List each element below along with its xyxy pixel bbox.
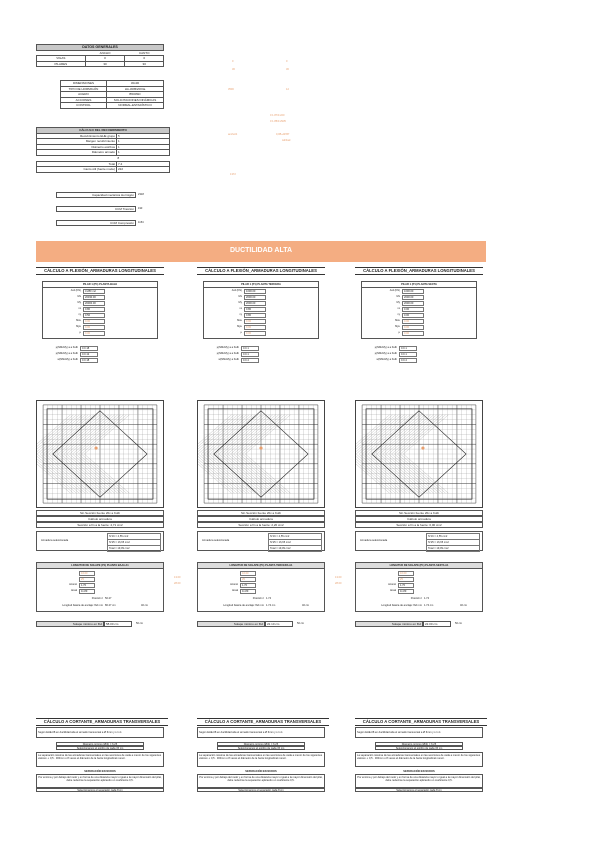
dim-label: TIPO DE HORMIGÓN [61,86,107,92]
cortante-title: CÁLCULO A CORTANTE_ARMADURAS TRANSVERSALES [355,718,487,726]
result-key: µ(NMxMy) a a Kulb [374,352,397,355]
param-row [362,301,478,306]
param-row [204,313,320,318]
cortante-intro: Según EHE-08 en ductilidad alta el armado transversal a Ø 6mm y s 1 /s [355,727,483,738]
sec-area: Sin Sección fuente 20x a Kulb [197,510,325,516]
arm-value: Total = 19,09 cm2 [107,545,161,552]
param-value: 0.00 [83,319,105,324]
param-key: vx [397,307,400,310]
param-value: 1000.00 [244,289,266,294]
long-value: 1.70 [398,583,414,588]
datos-generales-title: DATOS GENERALES [37,45,164,51]
longitud-box [197,562,325,612]
cap-label: Capacidad mecánica Hormigón [56,192,136,198]
plan-title: PILAR 1 (P1) PLANTA SEXTA [362,282,476,288]
long-title: LONGITUD DE SOLAPE (P1) PLANTA TERCERA A1 [198,563,324,569]
param-row [204,295,320,300]
long-calc-value: 1.74 cm [424,604,434,607]
sep-body: Por encima y por debajo del nudo y en forma de una distancia mayor o igual a la mayor dimensión del pilar, debe reducirse la separación aplicando un coeficiente 0,5. [197,774,325,788]
sep-title: SEPARACIÓN EN NUDOS [84,770,116,773]
rec-label: Canto útil (fuerte mode) [37,167,117,173]
pos-value: 50.27 [105,597,112,600]
param-row [362,307,478,312]
param-key: Mx [396,295,400,298]
long-calc-round: 40 cm [141,604,149,607]
sep-title: SEPARACIÓN EN NUDOS [245,770,277,773]
param-row [43,307,159,312]
result-value: 0.0.1 [241,352,259,357]
long-calc-label: Longitud básica de anclaje: fbd mm [381,604,422,607]
long-key: Aconst [388,583,396,586]
plan-title: PILAR 1 (P1) PLANTA BAJA [43,282,157,288]
param-value: 20030.00 [83,295,105,300]
param-key: vy [78,313,81,316]
param-key: Myu [395,325,400,328]
long-value: 1.70 [240,583,256,588]
param-value: 0.00 [244,331,266,336]
armado-value: Sección a fin a la fuerte: 2,20 cm2 [197,522,325,528]
flexion-title: CÁLCULO A FLEXIÓN_ARMADURAS LONGITUDINALES [36,267,164,275]
long-calc-round: 40 cm [460,604,468,607]
dim-side-a: 3500 [228,88,234,91]
param-key: Axil (KN) [231,289,242,292]
rec-value: 1 [117,139,170,145]
param-value: 0.00 [402,331,424,336]
arm-sel-label: Armadura seleccionada [360,539,388,542]
row-canto: 0 [125,56,164,62]
rec-value: 1 [117,144,170,150]
estribo-sel: Seleccionamos el estribo de cada 15 cm [56,746,144,750]
rec-label: Recubrimiento EHE grupo [37,133,117,139]
result-key: w(NMxMy) a Kulb [218,358,239,361]
cortante-title: CÁLCULO A CORTANTE_ARMADURAS TRANSVERSALES [36,718,168,726]
long-value: 1.70 [79,583,95,588]
cortante-title: CÁLCULO A CORTANTE_ARMADURAS TRANSVERSALES [197,718,329,726]
result-value: 0.0.12 [80,352,98,357]
estribo-sel: Seleccionamos el estribo de cada 15 cm [375,746,463,750]
armadura-box [36,531,164,551]
recubrimiento-title: CÁLCULO DEL RECUBRIMIENTO [37,128,170,134]
rec-label: Diámetro estribos [37,144,117,150]
sep-body: Por encima y por debajo del nudo y en forma de una distancia mayor o igual a la mayor dimensión del pilar, debe reducirse la separación aplicando un coeficiente 0,5. [355,774,483,788]
result-key: µ(NMxMy) a a Kulb [374,346,397,349]
param-row [43,289,159,294]
dim-value: SOLICITACIONES DINÁMICAS [107,97,164,103]
long-value: 16.00 [240,571,256,576]
long-key: Areal [70,589,77,592]
long-calc-label: Longitud básica de anclaje: fbd mm [223,604,264,607]
long-key: Areal [389,589,396,592]
armadura-box [197,531,325,551]
param-row [362,319,478,324]
armado-value: Sección a fin a la fuerte: 0,00 cm2 [355,522,483,528]
solape-round: 50 cm [136,622,144,625]
dim-label: CONTROL [61,103,107,109]
param-key: Axil (KN) [389,289,400,292]
solape-label: Solape mínimo en fbd [197,621,265,627]
row-label: PILARES [37,61,86,67]
datos-generales-table [36,44,164,67]
flexion-column [197,267,342,637]
rec-side-c: Ad/Fad [282,139,291,142]
param-row [204,319,320,324]
param-key: µ [79,331,81,334]
long-calc-label: Longitud básica de anclaje: fbd mm [62,604,103,607]
pos-label: Posición I [252,597,264,600]
param-key: Myu [76,325,81,328]
rec-value: 8 [117,155,120,160]
param-value: 2000.00 [244,301,266,306]
arm-sel-label: Armadura seleccionada [41,539,69,542]
estribo-sel: Seleccionamos el estribo de cada 15 cm [217,746,305,750]
solape-label: Solape mínimo en fbd [36,621,104,627]
solape-value: 58.00 cm [104,621,132,627]
result-value: 0.0.18 [80,346,98,351]
param-row [43,313,159,318]
long-value: 16.00 [398,571,414,576]
param-key: My [238,301,242,304]
rec-label: Margen recubrimiento [37,139,117,145]
param-row [204,301,320,306]
param-row [362,331,478,336]
param-value: 20000.00 [83,301,105,306]
arm-value: Nº16 = 4,55 cm2 [107,533,161,540]
arm-value: Nº16 = 4,55 cm2 [426,533,480,540]
solape-round: 50 cm [455,622,463,625]
cap-label: CCM Compresión [56,220,136,226]
cortante-body: La separación máxima de las armaduras transversales en las secciones de cada a menor de los siguientes valores: ≤ 0,5 · 300mm o 8 veces el diámetro de la barra longitudinal menor. [36,752,164,767]
long-calc-value: 80.27 cm [105,604,116,607]
result-row [42,346,158,351]
param-key: Mxu [395,319,400,322]
long-value: 11.89 [79,589,95,594]
dim-value: B500SD [107,92,164,98]
long-value: 25 [398,577,414,582]
rec-label: Diámetro armado [37,150,117,156]
diam-min: Diámetro mínimo (Ø/4) = 6,25 [56,742,144,746]
param-value: 0.00 [83,325,105,330]
row-ancho: 0 [85,56,125,62]
param-row [204,331,320,336]
param-row [362,313,478,318]
long-value: 25 [240,577,256,582]
result-value: 0.0.1 [399,346,417,351]
rec-value: 222 [117,167,170,173]
rec-value: 1 [117,150,170,156]
long-title: LONGITUD DE SOLAPE (P1) PLANTA SEXTA A1 [356,563,482,569]
long-calc-value: 1.74 cm [266,604,276,607]
longitud-box [36,562,164,612]
cap-value: 193 [138,207,143,210]
arm-value: Total = 19,09 cm2 [426,545,480,552]
param-row [204,307,320,312]
sep-sel: Seleccionamos el separador cada 8 cm [355,788,483,792]
param-row [43,331,159,336]
cap-value: 1154 [138,221,144,224]
long-value: 25 [79,577,95,582]
side-val: 0 [286,60,288,63]
result-value: 0.0.4 [399,358,417,363]
long-calc-round: 40 cm [302,604,310,607]
result-key: µ(NMxMy) a a Kulb [216,352,239,355]
result-value: 0.0.1 [399,352,417,357]
param-row [43,301,159,306]
result-value: 0.0.1 [241,346,259,351]
result-row [203,346,319,351]
plan-title: PILAR 1 (P1) PLANTA TERCERA [204,282,318,288]
flexion-column [36,267,181,637]
long-side: 13.00 [335,576,342,579]
param-key: Mxu [237,319,242,322]
param-value: 0.00 [402,307,424,312]
cortante-intro: Según EHE-08 en ductilidad alta el armado transversal a Ø 6mm y s 1 /s [197,727,325,738]
param-key: My [77,301,81,304]
result-row [203,352,319,357]
cortante-column [36,718,168,818]
col-ancho: ANCHO [99,50,111,55]
cortante-column [355,718,487,818]
param-row [204,325,320,330]
side-val: 30 [286,68,289,71]
interaction-diagram [36,400,164,508]
dim-value: NORMAL-ESTADÍSTICO [107,103,164,109]
flexion-column [355,267,483,637]
dim-extra: 0 1.85/0.2935 [270,120,286,123]
arm-value: Nº16 = 4,55 cm2 [268,533,322,540]
result-key: µ(NMxMy) a a Kulb [55,346,78,349]
param-value: 0.80 [244,313,266,318]
solape-round: 50 cm [297,622,305,625]
long-title: LONGITUD DE SOLAPE (P1) PLANTA BAJA A1 [37,563,163,569]
param-key: Mx [77,295,81,298]
interaction-diagram [197,400,325,508]
dim-label: DIMENSIONES [61,81,107,87]
param-row [43,325,159,330]
param-key: Mxu [76,319,81,322]
param-key: vy [397,313,400,316]
dim-value: 30x30 [107,81,164,87]
result-key: µ(NMxMy) a a Kulb [55,352,78,355]
row-canto: 30 [125,61,164,67]
long-side: 13.00 [174,576,181,579]
solape-value: 22.00 cm [423,621,451,627]
arm-value: Total = 19,09 cm2 [268,545,322,552]
param-row [43,319,159,324]
armadura-box [355,531,483,551]
cortante-intro: Según EHE-08 en ductilidad alta el armado transversal a Ø 6mm y s 1 /s [36,727,164,738]
result-row [361,352,477,357]
sec-area: Sin Sección fuente 20x a Kulb [36,510,164,516]
param-value: 0.00 [402,319,424,324]
result-key: w(NMxMy) a Kulb [57,358,78,361]
long-key: Aconst [69,583,77,586]
row-ancho: 30 [85,61,125,67]
diam-min: Diámetro mínimo (Ø/4) = 6,25 [375,742,463,746]
long-key: Aconst [230,583,238,586]
long-key: Areal [231,589,238,592]
dim-extra: 0 1.87/0.220 [270,114,285,117]
param-row [43,295,159,300]
rec-side-b: 0,0B+/Ø B'f [276,133,290,136]
dim-label: ACCIONES [61,97,107,103]
sep-title: SEPARACIÓN EN NUDOS [403,770,435,773]
param-row [362,325,478,330]
sep-sel: Seleccionamos el separador cada 8 cm [36,788,164,792]
result-value: 0.0.18 [80,358,98,363]
param-key: vx [239,307,242,310]
param-value: 1000.00 [402,289,424,294]
long-side: 28.00 [335,582,342,585]
cap-value: 2318 [138,193,144,196]
dim-label: ACERO [61,92,107,98]
rec-side-a: ancho/b [228,133,238,136]
dimensiones-table [60,80,164,109]
sep-body: Por encima y por debajo del nudo y en forma de una distancia mayor o igual a la mayor dimensión del pilar, debe reducirse la separación aplicando un coeficiente 0,5. [36,774,164,788]
result-row [361,358,477,363]
param-row [362,289,478,294]
param-row [362,295,478,300]
cortante-body: La separación máxima de las armaduras transversales en las secciones de cada a menor de los siguientes valores: ≤ 0,5 · 300mm o 8 veces el diámetro de la barra longitudinal menor. [355,752,483,767]
result-key: w(NMxMy) a Kulb [376,358,397,361]
arm-value: Nº25 = 16,65 cm2 [268,539,322,546]
flexion-title: CÁLCULO A FLEXIÓN_ARMADURAS LONGITUDINALES [197,267,325,275]
armado-label: Cálculo armadura [355,516,483,522]
arm-value: Nº25 = 16,65 cm2 [107,539,161,546]
arm-value: Nº25 = 16,65 cm2 [426,539,480,546]
cortante-body: La separación máxima de las armaduras transversales en las secciones de cada a menor de los siguientes valores: ≤ 0,5 · 300mm o 8 veces el diámetro de la barra longitudinal menor. [197,752,325,767]
param-key: Myu [237,325,242,328]
rec-value: 5 [117,133,170,139]
armado-value: Sección a fin a la fuerte: 4,71 cm2 [36,522,164,528]
col-canto: CANTO [138,50,150,55]
param-value: 2000.00 [402,295,424,300]
arm-sel-label: Armadura seleccionada [202,539,230,542]
interaction-diagram [355,400,483,508]
result-key: µ(NMxMy) a a Kulb [216,346,239,349]
param-value: 0.00 [83,331,105,336]
param-value: 0.50 [83,313,105,318]
param-value: 3.280 m2 [83,289,105,294]
armado-label: Cálculo armadura [197,516,325,522]
long-value: 11.89 [398,589,414,594]
ductilidad-banner: DUCTILIDAD ALTA [36,241,486,262]
param-value: 0.80 [83,307,105,312]
cap-label: CCM Traccion [56,206,136,212]
sep-sel: Seleccionamos el separador cada 8 cm [197,788,325,792]
rec-label: Total [37,161,117,167]
cortante-column [197,718,329,818]
side-val: 30 [232,68,235,71]
longitud-box [355,562,483,612]
param-key: Axil (KN) [70,289,81,292]
solape-value: 22.10 cm [265,621,293,627]
flexion-title: CÁLCULO A FLEXIÓN_ARMADURAS LONGITUDINALES [355,267,483,275]
side-val: 0 [232,60,234,63]
pos-label: Posición I [410,597,422,600]
params-box [361,281,477,339]
result-row [361,346,477,351]
rec-side-d: 1372 [230,173,236,176]
param-value: 2000.00 [244,295,266,300]
pos-value: 1.74 [424,597,430,600]
param-key: Mx [238,295,242,298]
param-row [204,289,320,294]
param-key: My [396,301,400,304]
param-key: vy [239,313,242,316]
diam-min: Diámetro mínimo (Ø/4) = 6,25 [217,742,305,746]
solape-label: Solape mínimo en fbd [355,621,423,627]
result-value: 0.0.4 [241,358,259,363]
pos-label: Posición I [91,597,103,600]
params-box [203,281,319,339]
pos-value: 1.74 [266,597,272,600]
dim-side-b: 12 [286,88,289,91]
param-value: 0.00 [244,319,266,324]
dim-value: HA-30/B/20/IIIa [107,86,164,92]
long-value: 16.00 [79,571,95,576]
rec-value: 7.4 [117,161,170,167]
row-label: VIGAS [37,56,86,62]
param-key: µ [398,331,400,334]
armado-label: Cálculo armadura [36,516,164,522]
param-value: 0.00 [402,325,424,330]
param-key: vx [78,307,81,310]
recubrimiento-table [36,127,170,173]
param-value: 2000.00 [402,301,424,306]
param-value: 0.80 [244,307,266,312]
param-value: 0.00 [244,325,266,330]
sec-area: Sin Sección fuente 20x a Kulb [355,510,483,516]
param-key: µ [240,331,242,334]
long-value: 11.89 [240,589,256,594]
result-row [42,352,158,357]
params-box [42,281,158,339]
result-row [42,358,158,363]
long-side: 28.00 [174,582,181,585]
result-row [203,358,319,363]
param-value: 0.00 [402,313,424,318]
